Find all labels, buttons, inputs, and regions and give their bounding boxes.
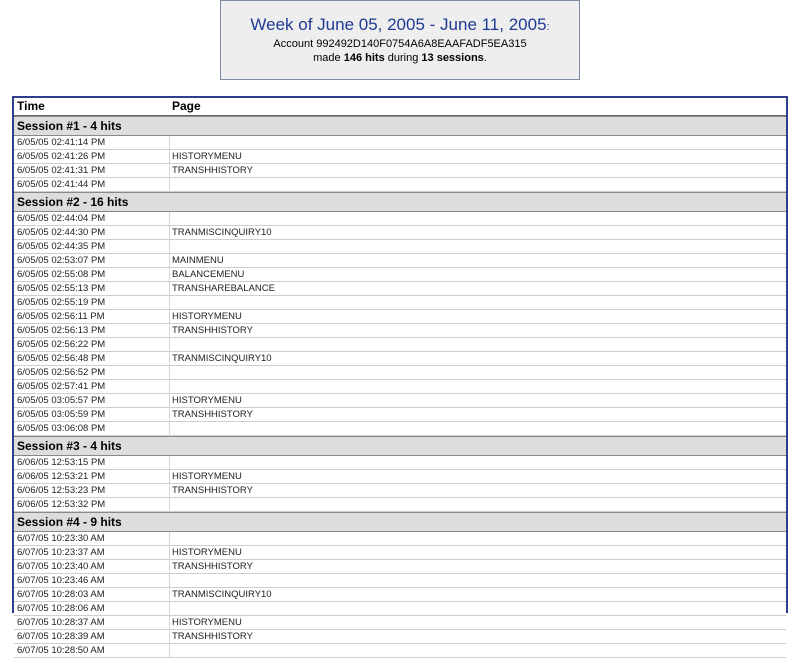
- hit-time: 6/05/05 02:56:11 PM: [17, 311, 105, 322]
- hit-page: HISTORYMENU: [169, 394, 786, 407]
- hit-page: [169, 338, 786, 351]
- hit-page: [169, 498, 786, 511]
- table-row: [14, 366, 786, 380]
- table-row: [14, 470, 786, 484]
- hit-page: [169, 296, 786, 309]
- hit-time: 6/05/05 02:56:13 PM: [17, 325, 106, 336]
- report-title-text: Week of June 05, 2005 - June 11, 2005: [250, 15, 547, 34]
- table-row: [14, 380, 786, 394]
- table-row: [14, 484, 786, 498]
- table-row: [14, 616, 786, 630]
- hit-page: TRANSHAREBALANCE: [169, 282, 786, 295]
- hit-page: [169, 602, 786, 615]
- table-row: [14, 240, 786, 254]
- hit-time: 6/05/05 02:56:22 PM: [17, 339, 106, 350]
- hit-page: TRANSHHISTORY: [169, 164, 786, 177]
- table-row: [14, 268, 786, 282]
- hit-time: 6/07/05 10:28:37 AM: [17, 617, 105, 628]
- hit-page: HISTORYMENU: [169, 616, 786, 629]
- table-row: [14, 498, 786, 512]
- hit-time: 6/06/05 12:53:23 PM: [17, 485, 106, 496]
- table-row: [14, 408, 786, 422]
- hit-time: 6/07/05 10:23:37 AM: [17, 547, 105, 558]
- report-title: [221, 15, 579, 37]
- table-row: [14, 546, 786, 560]
- hit-time: 6/05/05 02:56:52 PM: [17, 367, 106, 378]
- time-column-header: Time: [17, 99, 45, 113]
- table-row: [14, 164, 786, 178]
- table-row: [14, 282, 786, 296]
- title-colon: :: [546, 21, 550, 33]
- hit-page: [169, 644, 786, 657]
- hit-page: [169, 136, 786, 149]
- hit-page: HISTORYMENU: [169, 470, 786, 483]
- table-row: [14, 254, 786, 268]
- hit-page: TRANSHHISTORY: [169, 408, 786, 421]
- hit-page: TRANMISCINQUIRY10: [169, 352, 786, 365]
- hit-page: BALANCEMENU: [169, 268, 786, 281]
- period-text: .: [483, 52, 487, 64]
- hits-line: [221, 51, 579, 65]
- hit-time: 6/07/05 10:23:46 AM: [17, 575, 105, 586]
- made-text: made: [313, 52, 341, 64]
- hit-time: 6/05/05 02:57:41 PM: [17, 381, 106, 392]
- hit-page: TRANMISCINQUIRY10: [169, 588, 786, 601]
- hit-time: 6/05/05 02:41:26 PM: [17, 151, 106, 162]
- hit-page: TRANSHHISTORY: [169, 484, 786, 497]
- table-row: [14, 630, 786, 644]
- table-row: [14, 324, 786, 338]
- table-row: [14, 352, 786, 366]
- hit-page: HISTORYMENU: [169, 546, 786, 559]
- hit-page: TRANSHHISTORY: [169, 324, 786, 337]
- hit-time: 6/07/05 10:23:40 AM: [17, 561, 105, 572]
- table-row: [14, 226, 786, 240]
- hit-time: 6/07/05 10:28:06 AM: [17, 603, 105, 614]
- hit-page: [169, 380, 786, 393]
- hit-page: TRANSHHISTORY: [169, 560, 786, 573]
- table-row: [14, 310, 786, 324]
- hit-page: [169, 366, 786, 379]
- hit-time: 6/05/05 02:53:07 PM: [17, 255, 106, 266]
- hit-page: [169, 212, 786, 225]
- hit-page: [169, 240, 786, 253]
- hit-time: 6/05/05 02:55:19 PM: [17, 297, 106, 308]
- hit-time: 6/05/05 03:05:59 PM: [17, 409, 106, 420]
- summary-box: [220, 0, 580, 80]
- hits-count: 146 hits: [343, 52, 385, 64]
- table-row: [14, 394, 786, 408]
- session-header: Session #4 - 9 hits: [14, 512, 786, 532]
- account-line: [221, 37, 579, 51]
- session-header: Session #1 - 4 hits: [14, 116, 786, 136]
- table-row: [14, 644, 786, 658]
- hit-page: TRANSHHISTORY: [169, 630, 786, 643]
- sessions-count: 13 sessions: [421, 52, 484, 64]
- hit-page: TRANMISCINQUIRY10: [169, 226, 786, 239]
- table-body: [14, 116, 786, 658]
- hit-time: 6/07/05 10:23:30 AM: [17, 533, 105, 544]
- table-row: [14, 338, 786, 352]
- table-row: [14, 602, 786, 616]
- session-header: Session #3 - 4 hits: [14, 436, 786, 456]
- table-row: [14, 150, 786, 164]
- hit-page: [169, 532, 786, 545]
- hit-time: 6/06/05 12:53:32 PM: [17, 499, 106, 510]
- page-column-header: Page: [172, 99, 201, 113]
- table-row: [14, 588, 786, 602]
- table-row: [14, 422, 786, 436]
- hit-time: 6/05/05 02:56:48 PM: [17, 353, 106, 364]
- hit-time: 6/05/05 02:44:30 PM: [17, 227, 106, 238]
- hit-time: 6/06/05 12:53:15 PM: [17, 457, 106, 468]
- table-row: [14, 212, 786, 226]
- hit-page: HISTORYMENU: [169, 150, 786, 163]
- hit-time: 6/05/05 02:41:14 PM: [17, 137, 106, 148]
- hit-time: 6/05/05 02:44:04 PM: [17, 213, 106, 224]
- table-header: [14, 98, 786, 116]
- table-row: [14, 532, 786, 546]
- hit-page: [169, 422, 786, 435]
- session-header: Session #2 - 16 hits: [14, 192, 786, 212]
- hit-time: 6/07/05 10:28:03 AM: [17, 589, 105, 600]
- hit-page: [169, 574, 786, 587]
- account-label: Account: [273, 38, 314, 50]
- table-row: [14, 574, 786, 588]
- table-row: [14, 296, 786, 310]
- table-row: [14, 136, 786, 150]
- hit-time: 6/05/05 02:55:08 PM: [17, 269, 106, 280]
- during-text: during: [387, 52, 419, 64]
- hit-time: 6/07/05 10:28:50 AM: [17, 645, 105, 656]
- hit-time: 6/05/05 03:06:08 PM: [17, 423, 106, 434]
- hit-page: MAINMENU: [169, 254, 786, 267]
- table-row: [14, 456, 786, 470]
- hit-time: 6/05/05 03:05:57 PM: [17, 395, 106, 406]
- account-id: 992492D140F0754A6A8EAAFADF5EA315: [316, 38, 527, 50]
- hit-time: 6/06/05 12:53:21 PM: [17, 471, 106, 482]
- table-row: [14, 178, 786, 192]
- hit-time: 6/05/05 02:41:44 PM: [17, 179, 106, 190]
- hit-page: HISTORYMENU: [169, 310, 786, 323]
- hits-table: [12, 96, 788, 656]
- hit-time: 6/05/05 02:41:31 PM: [17, 165, 106, 176]
- hit-page: [169, 456, 786, 469]
- hit-time: 6/05/05 02:44:35 PM: [17, 241, 106, 252]
- hit-time: 6/05/05 02:55:13 PM: [17, 283, 106, 294]
- hit-time: 6/07/05 10:28:39 AM: [17, 631, 105, 642]
- hit-page: [169, 178, 786, 191]
- table-row: [14, 560, 786, 574]
